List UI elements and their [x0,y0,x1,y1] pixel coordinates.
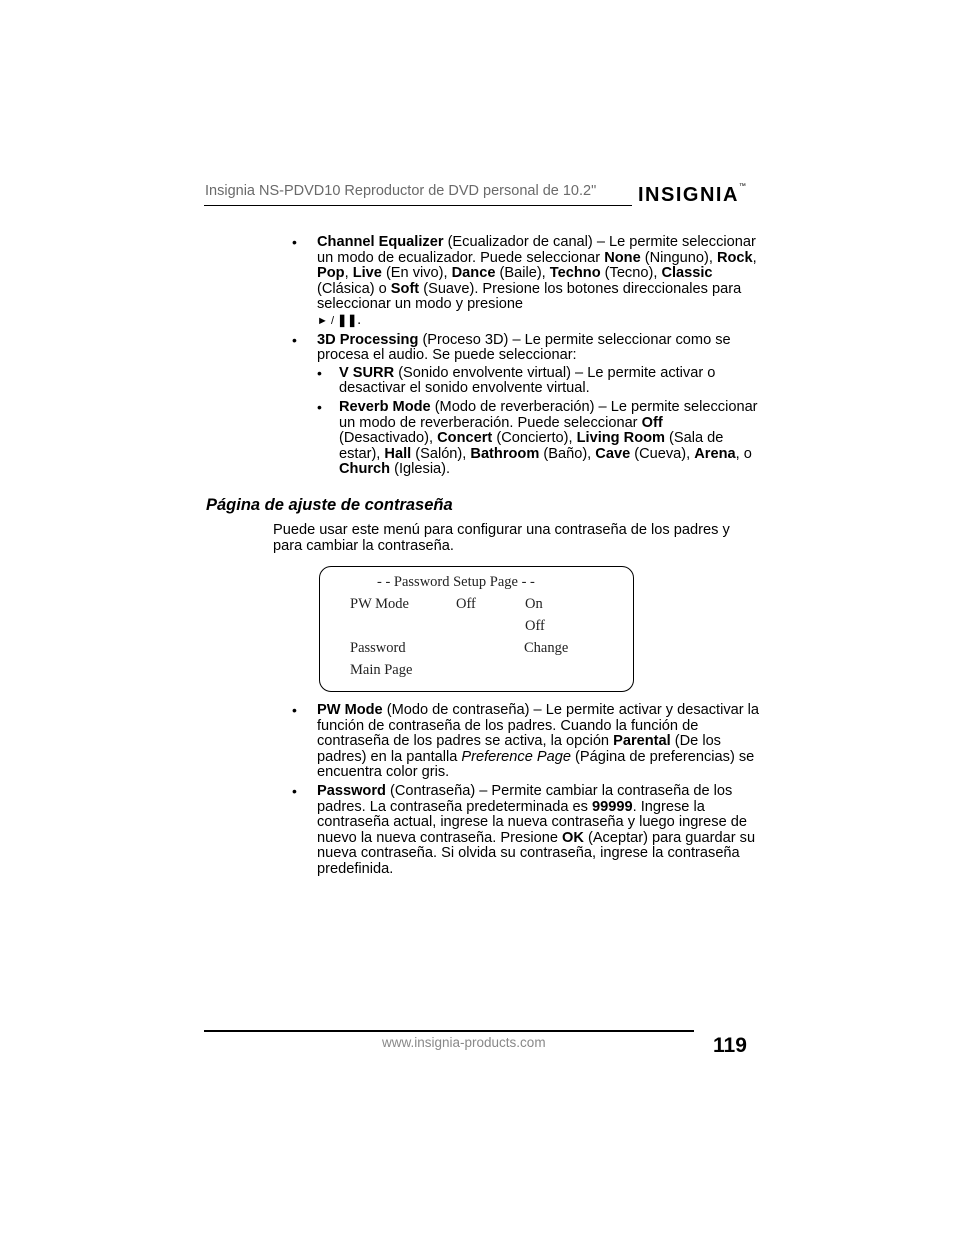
play-icon: ► [317,314,328,327]
term-dance: Dance [451,265,496,282]
section-heading: Página de ajuste de contraseña [206,496,453,514]
text: , [752,249,757,266]
list-item-pw-mode [290,703,760,781]
term-hall: Hall [384,445,412,462]
term-cave: Cave [595,445,631,462]
term-password: Password [317,782,386,799]
header-title: Insignia NS-PDVD10 Reproductor de DVD personal de 10.2" [205,183,597,199]
text: (Cueva), [630,445,695,462]
term-bathroom: Bathroom [470,445,540,462]
footer-url: www.insignia-products.com [382,1035,546,1050]
term-3d-processing: 3D Processing [317,331,419,348]
term-channel-equalizer: Channel Equalizer [317,234,444,250]
slash: / [327,314,338,327]
header-divider [204,205,632,206]
osd-pw-mode-label: PW Mode [350,596,409,612]
term-default-password: 99999 [592,798,633,815]
audio-settings-list [290,235,760,478]
term-classic: Classic [661,265,713,282]
text: (Contraseña) – Permite cambiar la contraseña de los padres. La contraseña predeterminada es [317,782,733,815]
text: (Página de preferencias) se encuentra color gris. [317,748,755,781]
text: (Proceso 3D) – Le permite seleccionar como se procesa el audio. Se puede seleccionar: [317,331,731,364]
text: . Ingrese la contraseña actual, ingrese la nueva contraseña y luego ingrese de nuevo la nueva contraseña. Presione [317,798,747,846]
list-item-3d-processing [290,333,760,478]
osd-option-on: On [525,596,543,612]
text: (Salón), [411,445,471,462]
page-number: 119 [713,1034,747,1057]
term-pw-mode: PW Mode [317,702,383,718]
logo-trademark: ™ [738,183,746,190]
term-soft: Soft [390,280,420,297]
osd-main-page: Main Page [350,662,413,678]
term-arena: Arena [694,445,736,462]
3d-processing-sublist [317,366,760,478]
list-item-v-surr [317,366,760,397]
text: (Ninguno), [640,249,717,266]
term-ok: OK [562,829,584,846]
list-item-channel-equalizer [290,235,760,330]
osd-option-off: Off [525,618,545,634]
term-concert: Concert [437,430,493,447]
text: (Suave). Presione los botones direccionales para seleccionar un modo y presione [317,280,742,313]
term-pop: Pop [317,265,345,282]
text: (Baño), [539,445,596,462]
term-preference-page: Preference Page [461,748,571,765]
password-settings-list [290,703,760,878]
text: (Sala de estar), [339,430,724,462]
osd-password-label: Password [350,640,406,656]
list-item-password [290,784,760,878]
text: , [344,265,353,282]
password-setup-screen [319,566,634,692]
osd-change-option: Change [524,640,569,656]
section-intro: Puede usar este menú para configurar una contraseña de los padres y para cambiar la contraseña. [273,522,730,554]
insignia-logo [638,183,750,207]
text: (Tecno), [600,265,662,282]
text: (Concierto), [492,430,577,447]
text: (De los padres) en la pantalla [317,733,721,765]
term-rock: Rock [716,249,753,266]
term-none: None [604,249,641,266]
pause-icon: ❚❚ [337,312,358,327]
list-item-reverb-mode [317,400,760,478]
term-living-room: Living Room [576,430,665,447]
text: (En vivo), [381,265,452,282]
text: (Modo de reverberación) – Le permite seleccionar un modo de reverberación. Puede seleccionar [339,398,758,431]
term-v-surr: V SURR [339,364,395,381]
footer-divider [204,1030,694,1032]
text: (Aceptar) para guardar su nueva contraseña. Si olvida su contraseña, ingrese la contraseña predefinida. [317,829,756,877]
term-techno: Techno [549,265,601,282]
term-church: Church [339,461,391,478]
term-live: Live [352,265,382,282]
osd-title: - - Password Setup Page - - [377,574,535,590]
text: (Iglesia). [390,461,451,478]
logo-text: INSIGNIA [638,184,739,206]
term-reverb-mode: Reverb Mode [339,398,431,415]
text: (Clásica) o [317,280,391,297]
text: (Desactivado), [339,430,438,447]
osd-pw-mode-value: Off [456,596,476,612]
term-parental: Parental [613,733,671,750]
text: (Baile), [495,265,550,282]
term-off: Off [641,414,663,431]
text: (Sonido envolvente virtual) – Le permite activar o desactivar el sonido envolvente virtual. [339,364,716,397]
text: , o [735,445,752,462]
period: . [357,311,362,328]
text: (Modo de contraseña) – Le permite activar y desactivar la función de contraseña de los padres. Cuando la función de contraseña de los padres se activa, la opción [317,702,760,750]
text: (Ecualizador de canal) – Le permite seleccionar un modo de ecualizador. Puede seleccionar [317,234,756,266]
